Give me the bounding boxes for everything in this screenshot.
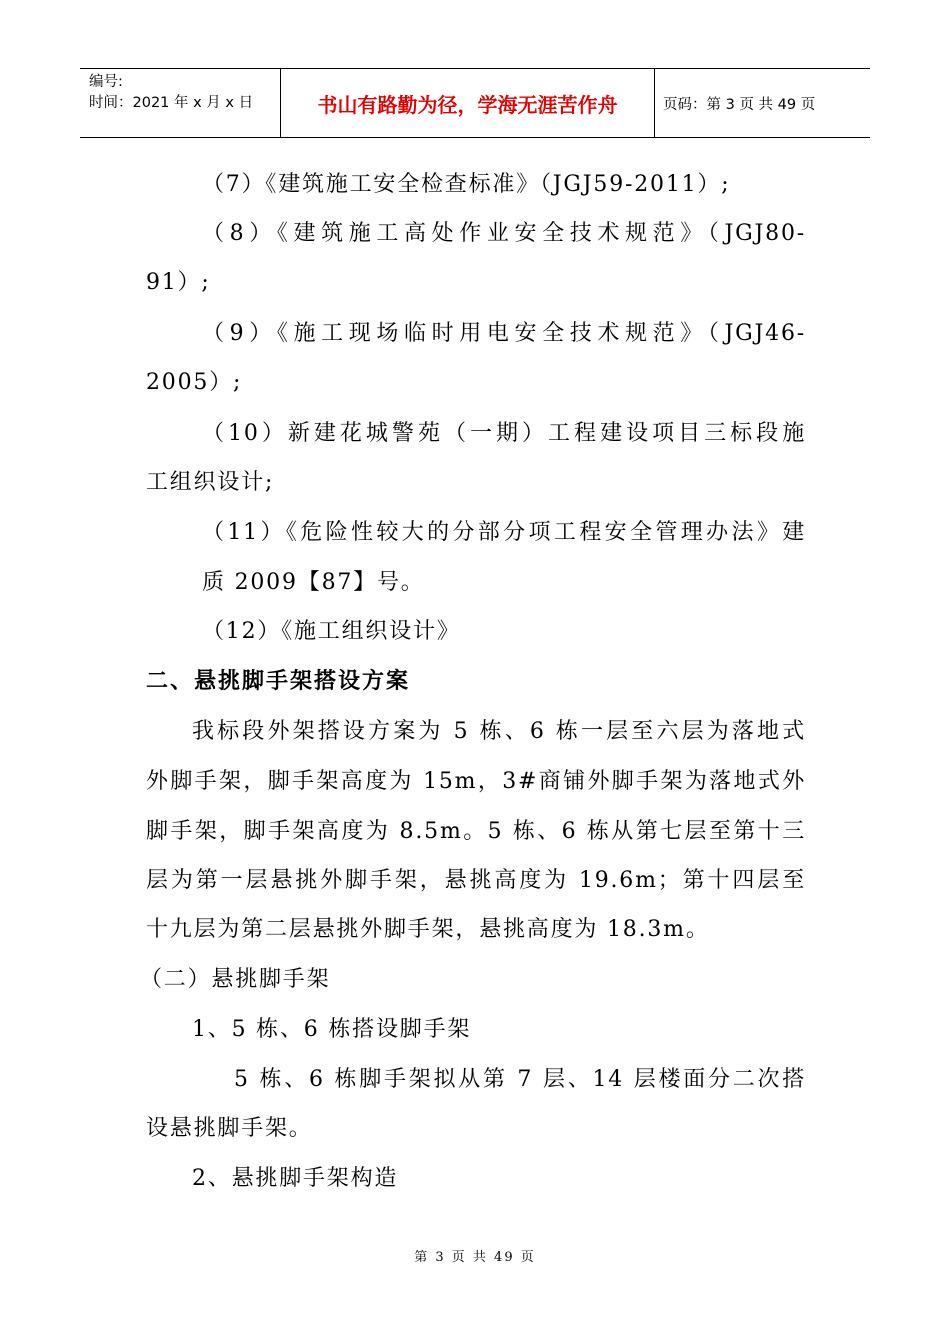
paragraph-line: （10）新建花城警苑（一期）工程建设项目三标段施: [202, 421, 806, 446]
paragraph-line: （12）《施工组织设计》: [202, 619, 461, 644]
paragraph-line: （9）《施工现场临时用电安全技术规范》（JGJ46-: [202, 321, 806, 346]
paragraph-line: 质 2009【87】号。: [202, 570, 425, 595]
paragraph-line: 十九层为第二层悬挑外脚手架，悬挑高度为 18.3m。: [146, 917, 710, 942]
document-number-label: 编号:: [89, 74, 123, 90]
paragraph-line: （11）《危险性较大的分部分项工程安全管理办法》建: [202, 520, 806, 545]
paragraph-line: 工组织设计;: [146, 470, 275, 495]
paragraph-line: 脚手架，脚手架高度为 8.5m。5 栋、6 栋从第七层至第十三: [146, 819, 806, 844]
subsection-heading: （二）悬挑脚手架: [140, 967, 331, 992]
section-heading: 二、悬挑脚手架搭设方案: [146, 669, 411, 694]
paragraph-line: 5 栋、6 栋脚手架拟从第 7 层、14 层楼面分二次搭: [234, 1067, 806, 1092]
header-meta: [80, 69, 281, 137]
item-heading: 1、5 栋、6 栋搭设脚手架: [192, 1017, 472, 1042]
paragraph-line: 外脚手架，脚手架高度为 15m，3#商铺外脚手架为落地式外: [146, 769, 806, 794]
paragraph-line: 我标段外架搭设方案为 5 栋、6 栋一层至六层为落地式: [192, 719, 806, 744]
paragraph-line: （7）《建筑施工安全检查标准》（JGJ59-2011）;: [202, 172, 731, 197]
paragraph-line: 设悬挑脚手架。: [146, 1116, 313, 1141]
header-motto: 书山有路勤为径，学海无涯苦作舟: [281, 69, 655, 137]
page-footer: 第 3 页 共 49 页: [414, 1250, 536, 1265]
paragraph-line: （8）《建筑施工高处作业安全技术规范》（JGJ80-: [202, 221, 806, 246]
paragraph-line: 层为第一层悬挑外脚手架，悬挑高度为 19.6m；第十四层至: [146, 868, 806, 893]
page-header: [80, 68, 870, 138]
paragraph-line: 91）;: [146, 270, 211, 295]
document-date: 时间：2021 年 x 月 x 日: [89, 95, 254, 111]
paragraph-line: 2005）;: [146, 370, 243, 395]
header-page-info: 页码：第 3 页 共 49 页: [663, 96, 816, 113]
item-heading: 2、悬挑脚手架构造: [192, 1166, 399, 1191]
